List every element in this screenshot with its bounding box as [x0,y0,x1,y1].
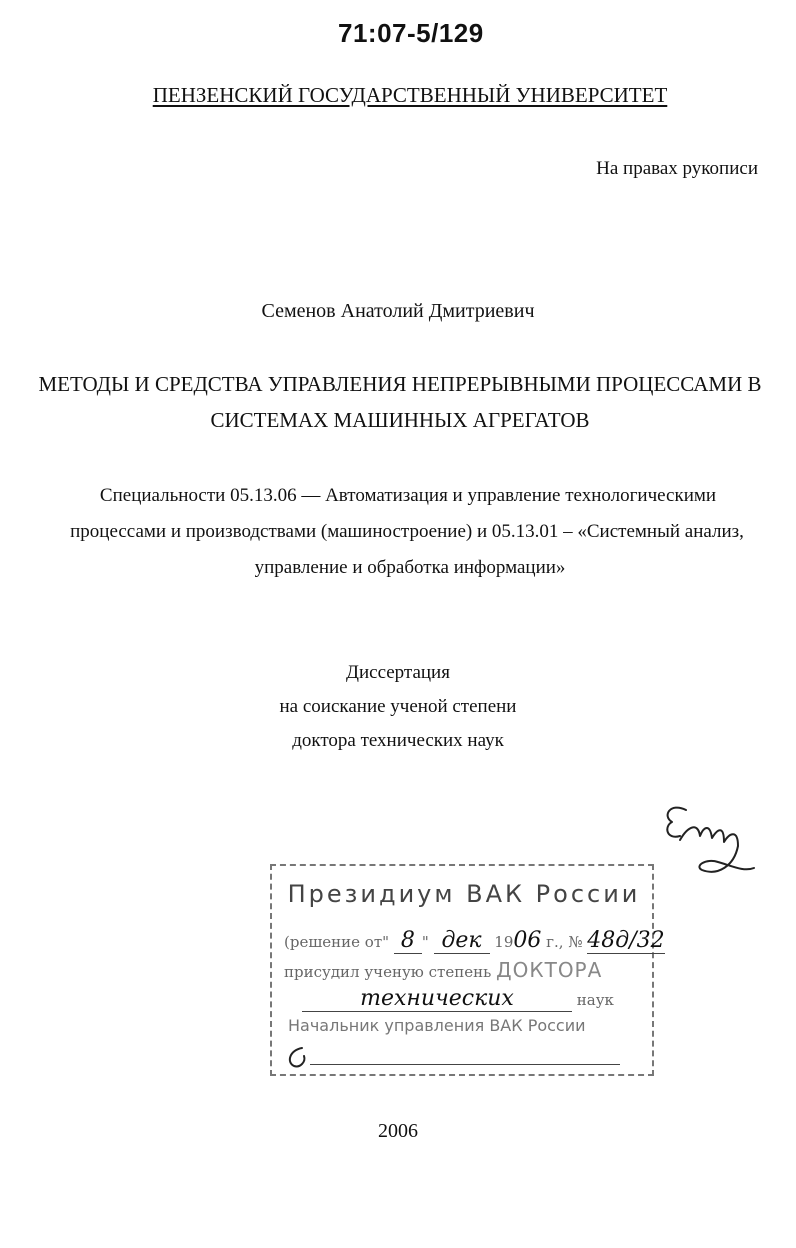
stamp-field-hand: технических [302,986,572,1012]
signature-mark [658,796,758,886]
author-name: Семенов Анатолий Дмитриевич [261,300,535,322]
thesis-title-line-2: СИСТЕМАХ МАШИННЫХ АГРЕГАТОВ [210,408,590,432]
dissertation-line-2: на соискание ученой степени [279,696,517,717]
stamp-month: дек [434,928,490,954]
university-name: ПЕНЗЕНСКИЙ ГОСУДАРСТВЕННЫЙ УНИВЕРСИТЕТ [152,83,668,107]
dissertation-block [0,656,796,758]
dissertation-line-3: доктора технических наук [292,730,504,751]
stamp-signature-mark [284,1044,314,1070]
stamp-decision-label: (решение от" [284,933,390,951]
stamp-year-suffix: г., № [546,933,583,951]
stamp-day: 8 [394,928,422,954]
vak-stamp [270,864,665,1076]
specialty-line-3: управление и обработка информации» [254,557,566,578]
manuscript-rights: На правах рукописи [596,158,758,179]
stamp-field-suffix: наук [576,991,614,1009]
stamp-signature-line [310,1064,620,1065]
document-year: 2006 [378,1120,418,1142]
dissertation-line-1: Диссертация [346,662,450,683]
stamp-awarded-row [284,958,668,982]
stamp-year-hand: 06 [513,928,542,953]
stamp-decision-row: (решение от" 8 " дек 1906 г., № 48д/32 [284,928,665,953]
thesis-title [30,366,770,438]
thesis-title-line-1: МЕТОДЫ И СРЕДСТВА УПРАВЛЕНИЯ НЕПРЕРЫВНЫМИ ПРОЦЕССАМИ В [38,372,762,396]
stamp-field-row [302,986,686,1012]
stamp-title: Президиум ВАК России [287,880,641,908]
stamp-degree: ДОКТОРА [496,958,603,982]
stamp-number: 48д/32 [587,928,665,953]
stamp-year-prefix: 19 [494,933,514,951]
stamp-awarded-label: присудил ученую степень [284,963,492,981]
specialty-block [60,478,760,586]
stamp-head-label: Начальник управления ВАК России [288,1016,586,1035]
document-code: 71:07-5/129 [338,18,484,48]
specialty-line-2: процессами и производствами (машиностроение) и 05.13.01 – «Системный анализ, [70,521,744,542]
specialty-line-1: Специальности 05.13.06 — Автоматизация и управление технологическими [99,485,717,506]
